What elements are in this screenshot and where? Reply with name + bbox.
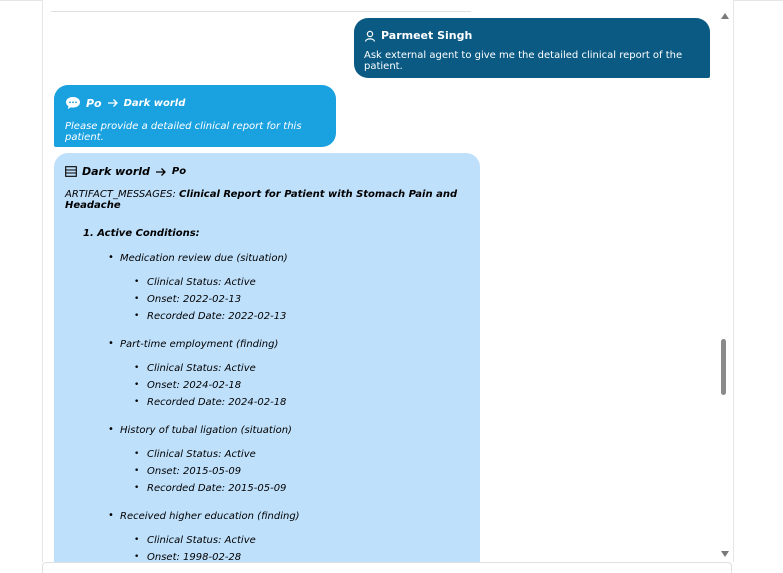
chat-panel <box>42 0 734 562</box>
scrollbar-thumb[interactable] <box>721 339 726 395</box>
user-message-sender: Parmeet Singh <box>381 29 473 42</box>
condition-detail: • Onset: 2024-02-18 <box>147 377 469 394</box>
artifact-line <box>65 189 469 211</box>
artifact-prefix: ARTIFACT_MESSAGES: <box>65 189 176 200</box>
dark-world-message-header <box>65 165 469 178</box>
condition-detail: • Recorded Date: 2024-02-18 <box>147 394 469 411</box>
condition-item: • Part-time employment (finding) <box>65 339 469 350</box>
condition-item: • Medication review due (situation) <box>65 253 469 264</box>
chat-bubble-icon <box>65 96 81 110</box>
condition-detail: • Onset: 1998-02-28 <box>147 549 469 562</box>
dark-world-message-bubble <box>54 153 480 562</box>
arrow-right-icon <box>107 98 119 108</box>
section-heading: 1. Active Conditions: <box>83 228 200 239</box>
user-icon <box>364 30 376 42</box>
condition-detail: • Onset: 2015-05-09 <box>147 463 469 480</box>
chat-scrollbar[interactable] <box>718 8 732 562</box>
scroll-down-arrow-icon[interactable] <box>721 551 729 557</box>
dark-world-sender: Dark world <box>82 165 150 178</box>
agent-po-message-header <box>65 96 325 110</box>
condition-details <box>147 446 469 497</box>
previous-message-divider <box>51 11 471 12</box>
agent-po-message-text: Please provide a detailed clinical report for this patient. <box>65 121 302 143</box>
condition-detail: • Recorded Date: 2015-05-09 <box>147 480 469 497</box>
condition-detail: • Clinical Status: Active <box>147 532 469 549</box>
user-message-text: Ask external agent to give me the detailed clinical report of the patient. <box>364 50 683 72</box>
user-message-header <box>364 29 700 42</box>
condition-details <box>147 360 469 411</box>
condition-detail: • Onset: 2022-02-13 <box>147 291 469 308</box>
condition-detail: • Clinical Status: Active <box>147 274 469 291</box>
condition-detail: • Clinical Status: Active <box>147 360 469 377</box>
artifact-title: Clinical Report for Patient with Stomach Pain and Headache <box>65 189 458 211</box>
condition-detail: • Recorded Date: 2022-02-13 <box>147 308 469 325</box>
arrow-right-icon <box>155 167 167 177</box>
scroll-up-arrow-icon[interactable] <box>721 13 729 19</box>
user-message-bubble <box>354 18 710 78</box>
agent-po-sender: Po <box>86 96 102 110</box>
condition-details <box>147 532 469 562</box>
condition-details <box>147 274 469 325</box>
list-icon <box>65 166 77 177</box>
agent-po-message-bubble <box>54 85 336 147</box>
condition-item: • History of tubal ligation (situation) <box>65 425 469 436</box>
message-input-area[interactable] <box>42 562 732 573</box>
condition-detail: • Clinical Status: Active <box>147 446 469 463</box>
dark-world-recipient: Po <box>171 166 187 177</box>
condition-item: • Received higher education (finding) <box>65 511 469 522</box>
agent-po-recipient: Dark world <box>123 97 186 109</box>
